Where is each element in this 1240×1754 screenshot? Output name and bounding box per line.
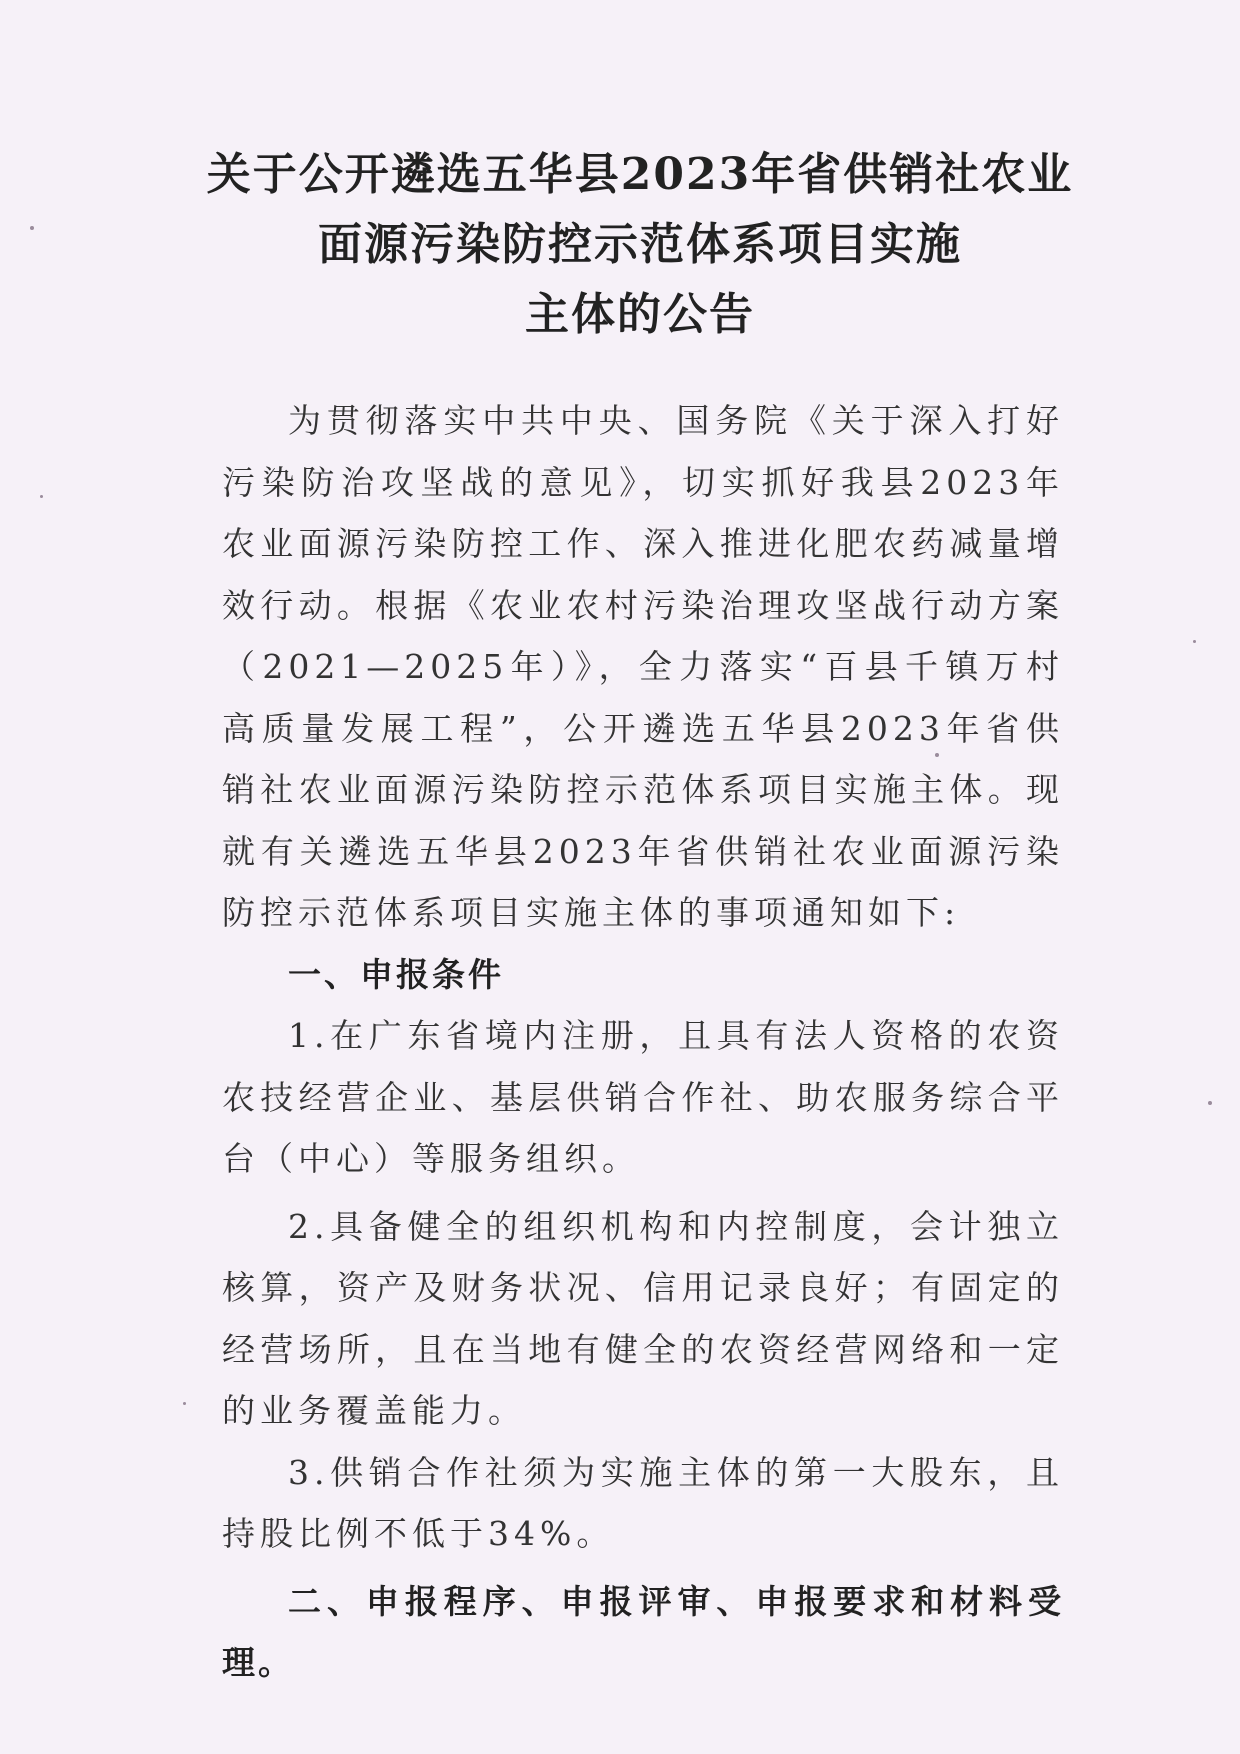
condition-item-2: 2.具备健全的组织机构和内控制度，会计独立核算，资产及财务状况、信用记录良好；有固定的经营场所，且在当地有健全的农资经营网络和一定的业务覆盖能力。 [222, 1206, 1064, 1430]
scan-speck [30, 226, 34, 230]
title-line-1: 关于公开遴选五华县2023年省供销社农业 [206, 149, 1074, 200]
scan-speck [183, 1402, 186, 1405]
title-line-2: 面源污染防控示范体系项目实施 [318, 219, 962, 270]
intro-paragraph: 为贯彻落实中共中央、国务院《关于深入打好污染防治攻坚战的意见》，切实抓好我县2023年农业面源污染防控工作、深入推进化肥农药减量增效行动。根据《农业农村污染治理攻坚战行动方案（2021—2025年）》，全力落实“百县千镇万村高质量发展工程”，公开遴选五华县2023年省供销社农业面源污染防控示范体系项目实施主体。现就有关遴选五华县2023年省供销社农业面源污染防控示范体系项目实施主体的事项通知如下: [222, 401, 1064, 932]
title-line-3: 主体的公告 [525, 289, 755, 340]
scan-speck [1208, 1101, 1212, 1105]
condition-item-1: 1.在广东省境内注册，且具有法人资格的农资农技经营企业、基层供销合作社、助农服务综合平台（中心）等服务组织。 [222, 1016, 1064, 1178]
condition-item-3: 3.供销合作社须为实施主体的第一大股东，且持股比例不低于34%。 [222, 1452, 1064, 1553]
scan-speck [1193, 640, 1196, 643]
document-body [222, 390, 1064, 1694]
section-heading-1: 一、申报条件 [288, 954, 504, 994]
document-title [200, 140, 1080, 350]
scan-speck [40, 495, 43, 498]
section-heading-2: 二、申报程序、申报评审、申报要求和材料受理。 [222, 1581, 1064, 1682]
